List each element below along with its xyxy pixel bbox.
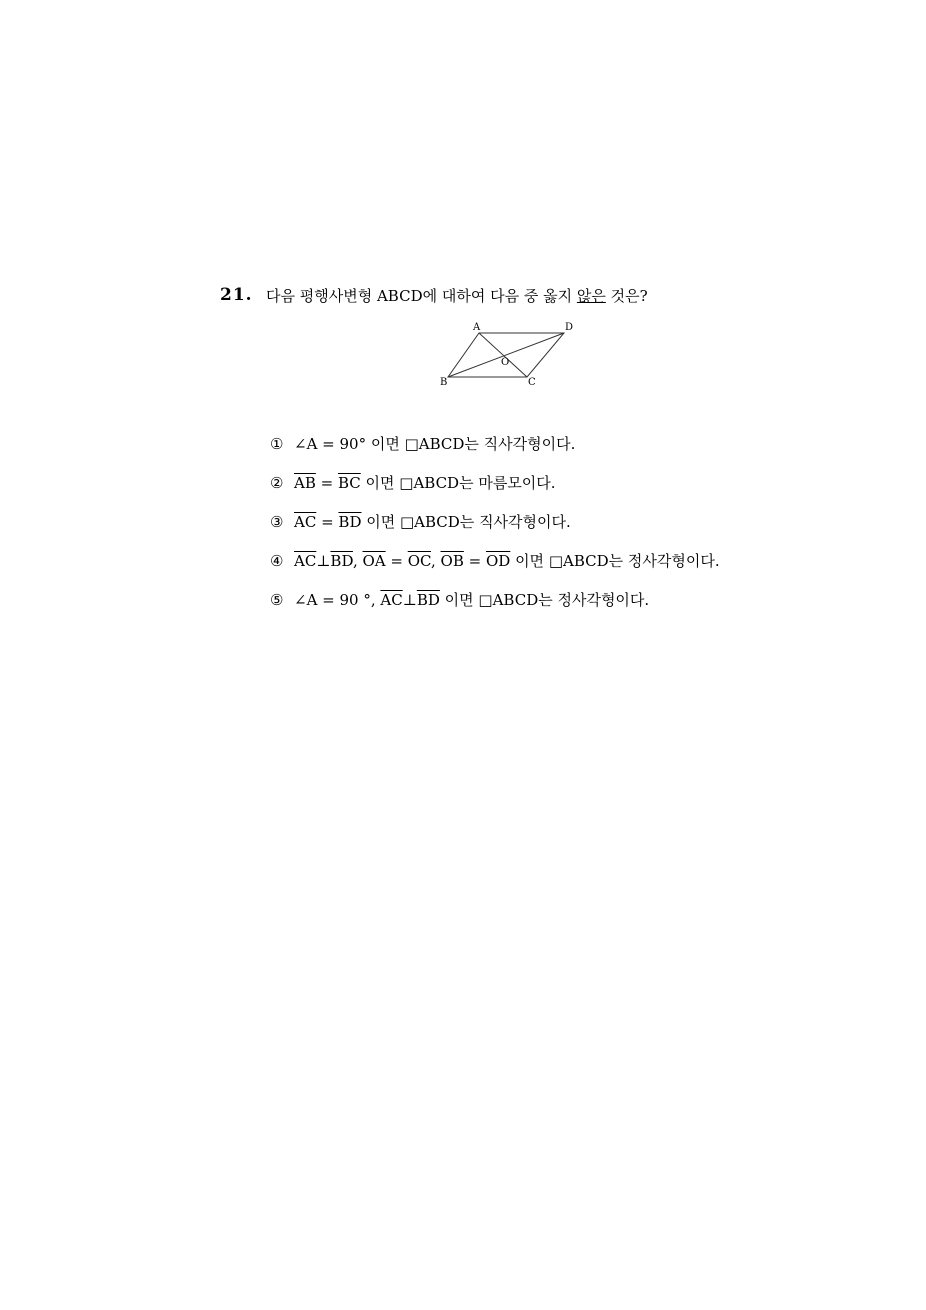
choice-text <box>294 472 556 493</box>
parallelogram-figure <box>436 321 576 386</box>
diagonal-bd <box>448 333 564 377</box>
question-text-underlined: 않은 <box>576 287 606 305</box>
choice-text <box>294 589 649 610</box>
choice-number: ⑤ <box>270 591 284 609</box>
center-label-o: O <box>501 357 510 368</box>
choice-3 <box>270 511 571 532</box>
segment-name: $\overline{AC}$ <box>294 552 317 570</box>
choice-text-part: ∠A = 90° 이면 □ABCD는 직사각형이다. <box>294 435 576 453</box>
choice-text-part: , <box>352 552 363 570</box>
choice-text-part: 이면 □ABCD는 마름모이다. <box>360 474 556 492</box>
segment-name: $\overline{BD}$ <box>416 591 440 609</box>
vertex-label-a: A <box>473 322 481 333</box>
choice-text-part: = <box>463 552 486 570</box>
segment-name: $\overline{BD}$ <box>330 552 353 570</box>
segment-name: $\overline{AC}$ <box>380 591 403 609</box>
segment-name: $\overline{OA}$ <box>362 552 386 570</box>
choice-text-part: = <box>385 552 408 570</box>
choice-2 <box>270 472 556 493</box>
choice-text-part: = <box>316 513 339 531</box>
choice-text-part: 이면 □ABCD는 정사각형이다. <box>439 591 650 609</box>
vertex-label-c: C <box>528 377 536 386</box>
question-text-before: 다음 평행사변형 ABCD에 대하여 다음 중 옳지 <box>266 287 577 305</box>
parallelogram-diagram <box>436 321 576 386</box>
segment-name: $\overline{BD}$ <box>338 513 362 531</box>
choice-number: ① <box>270 435 284 453</box>
question-text <box>266 285 648 306</box>
segment-name: $\overline{BC}$ <box>337 474 361 492</box>
segment-name: $\overline{OD}$ <box>485 552 511 570</box>
diagonal-ac <box>479 333 527 377</box>
choice-text-part: , <box>430 552 441 570</box>
segment-name: $\overline{AB}$ <box>294 474 316 492</box>
choice-number: ④ <box>270 552 284 570</box>
choice-number: ② <box>270 474 284 492</box>
choice-text <box>294 550 720 571</box>
vertex-label-b: B <box>440 377 448 386</box>
vertex-label-d: D <box>565 322 574 333</box>
segment-name: $\overline{OB}$ <box>440 552 464 570</box>
choice-text <box>294 511 571 532</box>
segment-name: $\overline{AC}$ <box>294 513 317 531</box>
question-number: 21. <box>220 285 253 305</box>
choice-5 <box>270 589 649 610</box>
question-text-after: 것은? <box>605 287 648 305</box>
choice-text-part: 이면 □ABCD는 정사각형이다. <box>510 552 720 570</box>
choice-number: ③ <box>270 513 284 531</box>
segment-name: $\overline{OC}$ <box>407 552 431 570</box>
choice-4 <box>270 550 720 571</box>
choice-text-part: = <box>315 474 338 492</box>
choice-text <box>294 433 575 454</box>
choice-text-part: ⊥ <box>316 552 331 570</box>
choice-text-part: 이면 □ABCD는 직사각형이다. <box>361 513 571 531</box>
choice-text-part: ∠A = 90 °, <box>294 591 381 609</box>
choice-1 <box>270 433 575 454</box>
choice-text-part: ⊥ <box>402 591 417 609</box>
